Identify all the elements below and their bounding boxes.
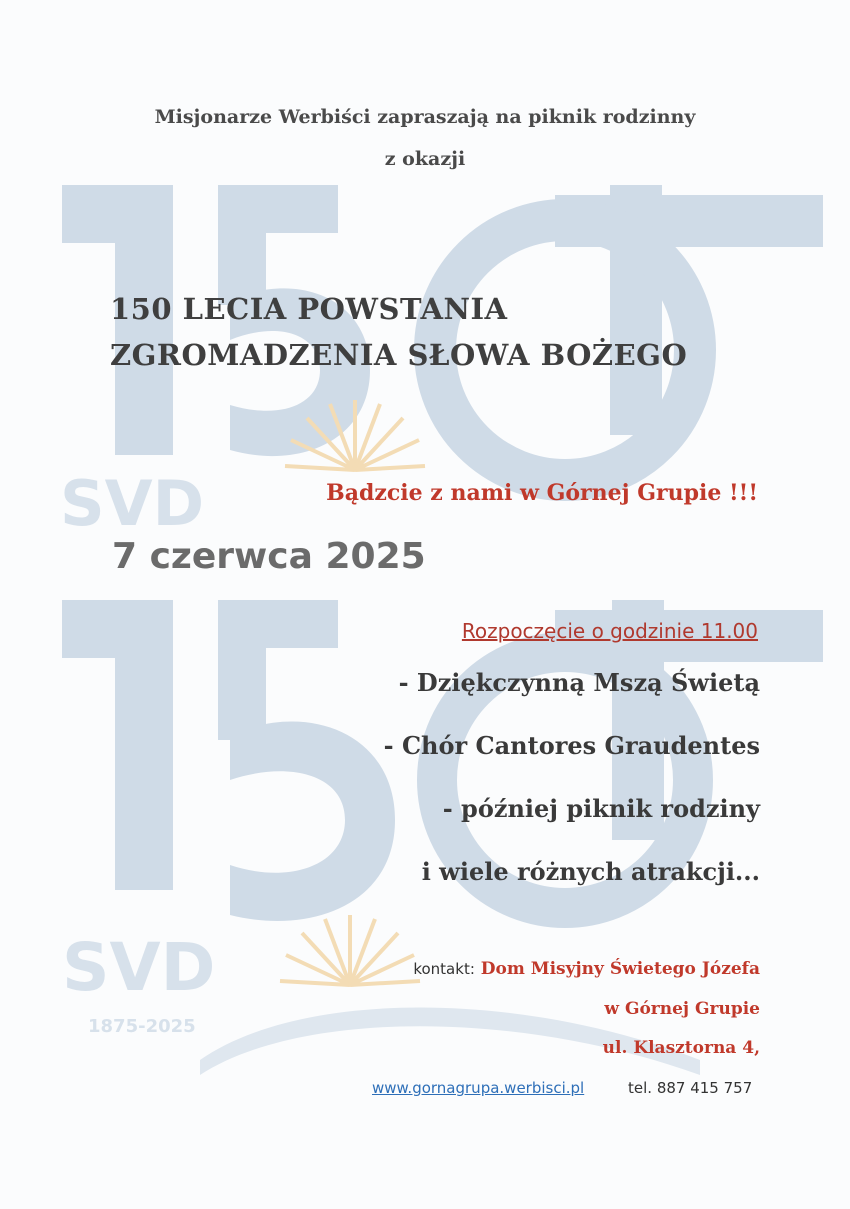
program-item: - później piknik rodziny	[442, 794, 760, 823]
contact-line-1	[413, 959, 760, 979]
start-time: Rozpoczęcie o godzinie 11.00	[461, 619, 758, 643]
invitation-text: Bądzcie z nami w Górnej Grupie !!!	[326, 480, 758, 506]
headline-line-2: ZGROMADZENIA SŁOWA BOŻEGO	[110, 338, 688, 372]
contact-label: kontakt:	[413, 960, 475, 978]
contact-line-3: ul. Klasztorna 4,	[602, 1038, 760, 1058]
svg-text:1875-2025: 1875-2025	[88, 1016, 196, 1037]
svg-text:SVD: SVD	[62, 929, 216, 1006]
intro-line-2: z okazji	[384, 148, 466, 170]
website-link[interactable]: www.gornagrupa.werbisci.pl	[372, 1079, 585, 1097]
program-item: i wiele różnych atrakcji...	[421, 857, 760, 886]
phone-number: tel. 887 415 757	[628, 1079, 753, 1097]
intro-line-1: Misjonarze Werbiści zapraszają na piknik rodzinny	[154, 106, 696, 128]
program-item: - Chór Cantores Graudentes	[383, 731, 760, 760]
event-date: 7 czerwca 2025	[112, 536, 426, 577]
contact-line-2: w Górnej Grupie	[604, 999, 760, 1019]
program-item: - Dziękczynną Mszą Świetą	[398, 668, 760, 697]
svg-text:SVD: SVD	[60, 467, 205, 540]
contact-name: Dom Misyjny Świetego Józefa	[480, 959, 760, 979]
headline-line-1: 150 LECIA POWSTANIA	[110, 292, 508, 326]
